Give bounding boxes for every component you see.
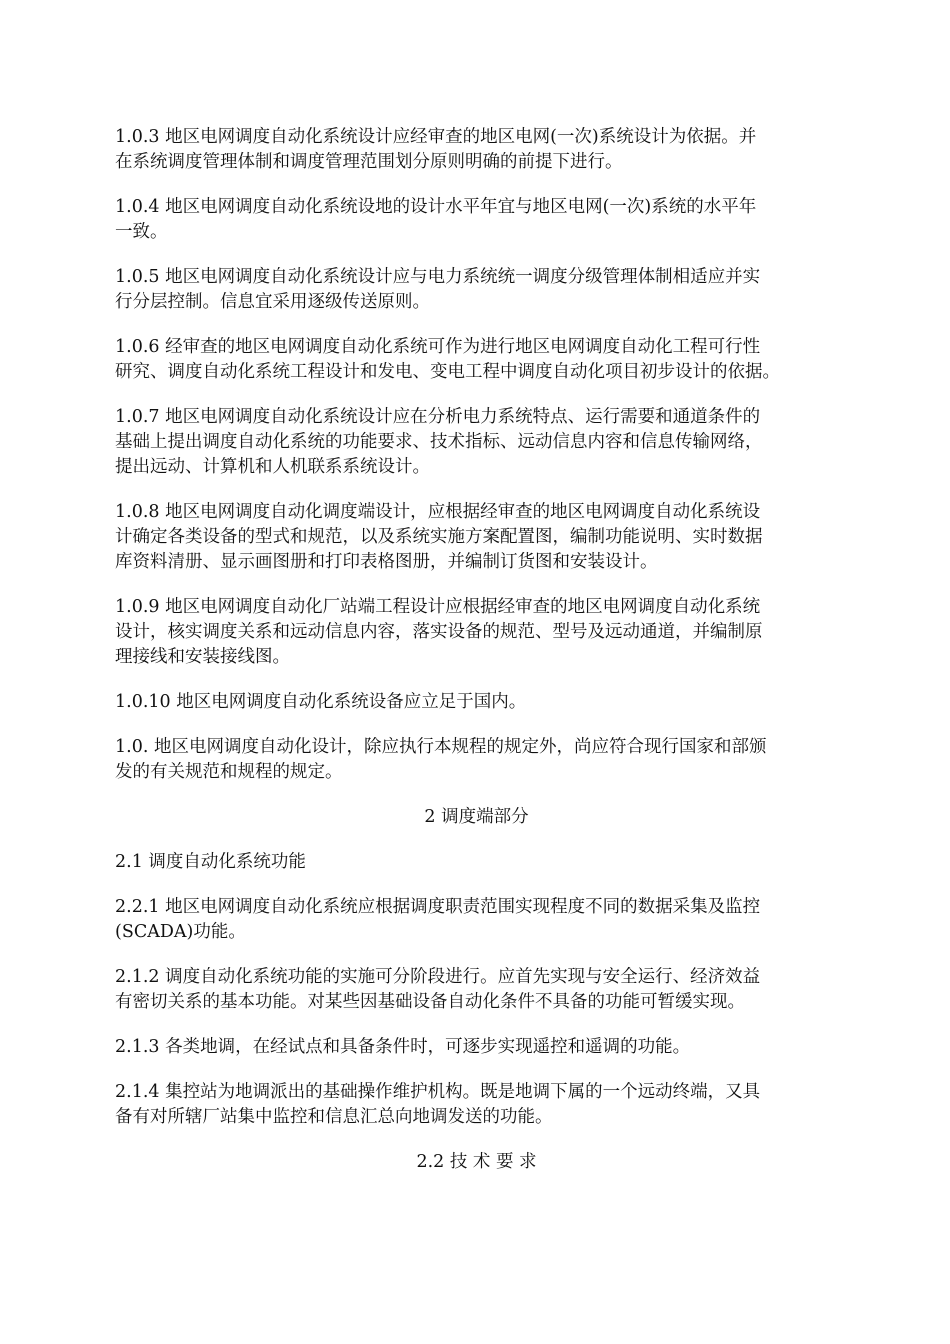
paragraph: [115, 965, 838, 1015]
paragraph-line: 基础上提出调度自动化系统的功能要求、技术指标、远动信息内容和信息传输网络，: [115, 432, 763, 452]
paragraph-line: 在系统调度管理体制和调度管理范围划分原则明确的前提下进行。: [115, 152, 623, 172]
paragraph: [115, 195, 838, 245]
paragraph-line: 2.1 调度自动化系统功能: [115, 852, 306, 872]
paragraph-line: 设计，核实调度关系和远动信息内容，落实设备的规范、型号及远动通道，并编制原: [115, 622, 763, 642]
paragraph-line: 有密切关系的基本功能。对某些因基础设备自动化条件不具备的功能可暂缓实现。: [115, 992, 745, 1012]
paragraph-line: 1.0. 地区电网调度自动化设计，除应执行本规程的规定外，尚应符合现行国家和部颁: [115, 737, 767, 757]
paragraph-line: 一致。: [115, 222, 168, 242]
paragraph: [115, 1035, 838, 1060]
paragraph-line: 库资料清册、显示画图册和打印表格图册，并编制订货图和安装设计。: [115, 552, 658, 572]
paragraph: [115, 125, 838, 175]
paragraph-line: 行分层控制。信息宜采用逐级传送原则。: [115, 292, 430, 312]
paragraph-line: 1.0.7 地区电网调度自动化系统设计应在分析电力系统特点、运行需要和通道条件的: [115, 407, 761, 427]
paragraph-line: 提出远动、计算机和人机联系系统设计。: [115, 457, 430, 477]
paragraph: [115, 595, 838, 670]
paragraph-line: 1.0.3 地区电网调度自动化系统设计应经审查的地区电网(一次)系统设计为依据。并: [115, 127, 757, 147]
paragraph-line: 理接线和安装接线图。: [115, 647, 290, 667]
paragraph: [115, 265, 838, 315]
paragraph-line: 计确定各类设备的型式和规范，以及系统实施方案配置图，编制功能说明、实时数据: [115, 527, 763, 547]
paragraph-line: 1.0.9 地区电网调度自动化厂站端工程设计应根据经审查的地区电网调度自动化系统: [115, 597, 761, 617]
section-heading-2-2: 2.2 技 术 要 求: [416, 1152, 537, 1172]
paragraph-line: 2.2.1 地区电网调度自动化系统应根据调度职责范围实现程度不同的数据采集及监控: [115, 897, 761, 917]
paragraph-line: 发的有关规范和规程的规定。: [115, 762, 343, 782]
paragraph: [115, 405, 838, 480]
section-heading-2: 2 调度端部分: [424, 807, 529, 827]
paragraph: [115, 690, 838, 715]
paragraph: [115, 735, 838, 785]
paragraph-line: (SCADA)功能。: [115, 922, 246, 942]
paragraph-line: 2.1.2 调度自动化系统功能的实施可分阶段进行。应首先实现与安全运行、经济效益: [115, 967, 761, 987]
paragraph-line: 1.0.10 地区电网调度自动化系统设备应立足于国内。: [115, 692, 527, 712]
paragraph-line: 1.0.5 地区电网调度自动化系统设计应与电力系统统一调度分级管理体制相适应并实: [115, 267, 761, 287]
paragraph: [115, 335, 838, 385]
paragraph-line: 研究、调度自动化系统工程设计和发电、变电工程中调度自动化项目初步设计的依据。: [115, 362, 780, 382]
document-body-part1: [115, 125, 838, 785]
paragraph: [115, 1080, 838, 1130]
paragraph-line: 2.1.3 各类地调，在经试点和具备条件时，可逐步实现遥控和遥调的功能。: [115, 1037, 691, 1057]
paragraph-line: 1.0.4 地区电网调度自动化系统设地的设计水平年宜与地区电网(一次)系统的水平年: [115, 197, 757, 217]
document-body-part2: [115, 850, 838, 1130]
paragraph-line: 备有对所辖厂站集中监控和信息汇总向地调发送的功能。: [115, 1107, 553, 1127]
paragraph-line: 2.1.4 集控站为地调派出的基础操作维护机构。既是地调下属的一个远动终端，又具: [115, 1082, 761, 1102]
paragraph-line: 1.0.8 地区电网调度自动化调度端设计，应根据经审查的地区电网调度自动化系统设: [115, 502, 761, 522]
paragraph: [115, 850, 838, 875]
paragraph: [115, 895, 838, 945]
paragraph: [115, 500, 838, 575]
paragraph-line: 1.0.6 经审查的地区电网调度自动化系统可作为进行地区电网调度自动化工程可行性: [115, 337, 761, 357]
